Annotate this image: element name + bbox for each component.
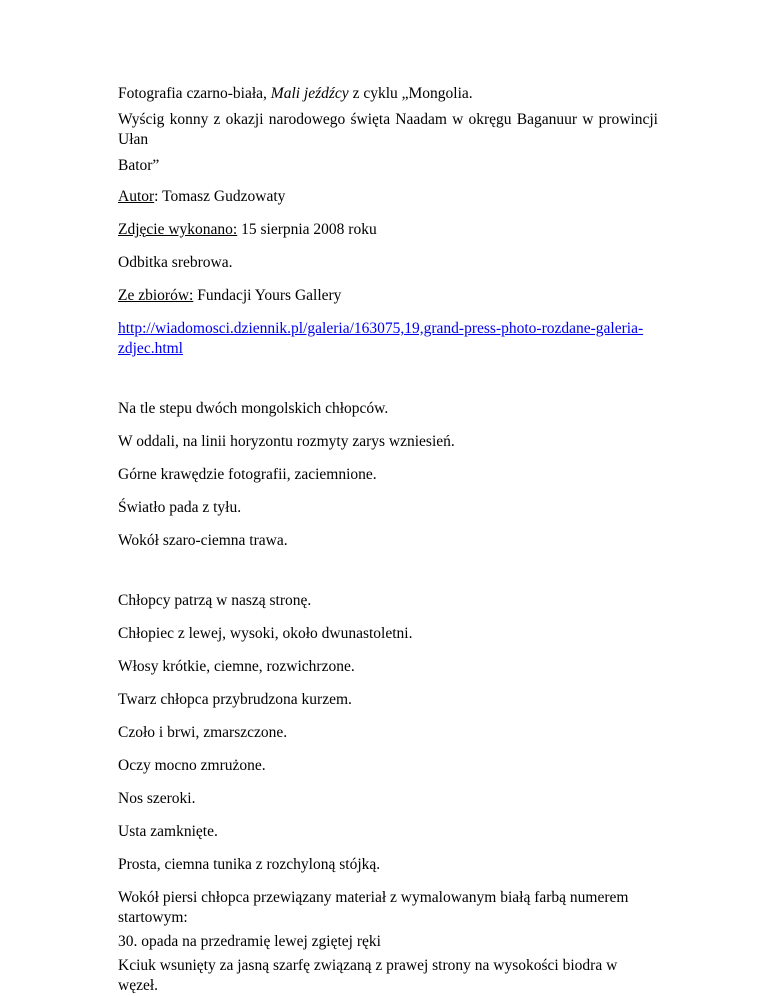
- description-line: Wokół piersi chłopca przewiązany materiał z wymalowanym białą farbą numerem startowym:: [118, 889, 629, 926]
- header-suffix: z cyklu „Mongolia.: [348, 85, 473, 102]
- description-section-2: [118, 591, 658, 996]
- description-line: Górne krawędzie fotografii, zaciemnione.: [118, 466, 377, 483]
- description-line: Oczy mocno zmrużone.: [118, 757, 266, 774]
- source-link[interactable]: [118, 320, 643, 357]
- description-line: Światło pada z tyłu.: [118, 499, 242, 516]
- print-line: Odbitka srebrowa.: [118, 254, 233, 271]
- document-page: [118, 84, 658, 996]
- description-line: Usta zamknięte.: [118, 823, 218, 840]
- description-line: Czoło i brwi, zmarszczone.: [118, 724, 288, 741]
- description-line: Prosta, ciemna tunika z rozchyloną stójką.: [118, 856, 381, 873]
- header-line-3: Bator”: [118, 157, 160, 174]
- description-line: 30. opada na przedramię lewej zgiętej ręki: [118, 933, 381, 950]
- description-line: Nos szeroki.: [118, 790, 196, 807]
- date-line: [118, 220, 658, 240]
- description-line: Na tle stepu dwóch mongolskich chłopców.: [118, 400, 389, 417]
- collection-value: Fundacji Yours Gallery: [193, 287, 342, 304]
- collection-label: Ze zbiorów:: [118, 287, 194, 304]
- photo-title: Mali jeźdźcy: [270, 85, 349, 102]
- source-link-line-1: http://wiadomosci.dziennik.pl/galeria/163075,19,grand-press-photo-rozdane-galeria-: [118, 320, 644, 337]
- description-line: Twarz chłopca przybrudzona kurzem.: [118, 691, 352, 708]
- date-value: 15 sierpnia 2008 roku: [237, 221, 377, 238]
- description-line: Chłopcy patrzą w naszą stronę.: [118, 592, 312, 609]
- author-value: : Tomasz Gudzowaty: [154, 188, 286, 205]
- author-label: Autor: [118, 188, 155, 205]
- description-line: W oddali, na linii horyzontu rozmyty zarys wzniesień.: [118, 433, 455, 450]
- description-line: Kciuk wsunięty za jasną szarfę związaną z prawej strony na wysokości biodra w węzeł.: [118, 957, 618, 994]
- description-line: Wokół szaro-ciemna trawa.: [118, 532, 288, 549]
- description-line: Włosy krótkie, ciemne, rozwichrzone.: [118, 658, 355, 675]
- date-label: Zdjęcie wykonano:: [118, 221, 238, 238]
- author-line: [118, 187, 658, 207]
- source-link-paragraph: [118, 319, 658, 359]
- collection-line: [118, 286, 658, 306]
- source-link-line-2: zdjec.html: [118, 340, 183, 357]
- description-line: Chłopiec z lewej, wysoki, około dwunastoletni.: [118, 625, 413, 642]
- header-line-1: [118, 84, 658, 104]
- description-section-1: [118, 399, 658, 551]
- header-line-2: Wyścig konny z okazji narodowego święta Naadam w okręgu Baganuur w prowincji Ułan: [118, 111, 658, 148]
- header-prefix: Fotografia czarno-biała,: [118, 85, 271, 102]
